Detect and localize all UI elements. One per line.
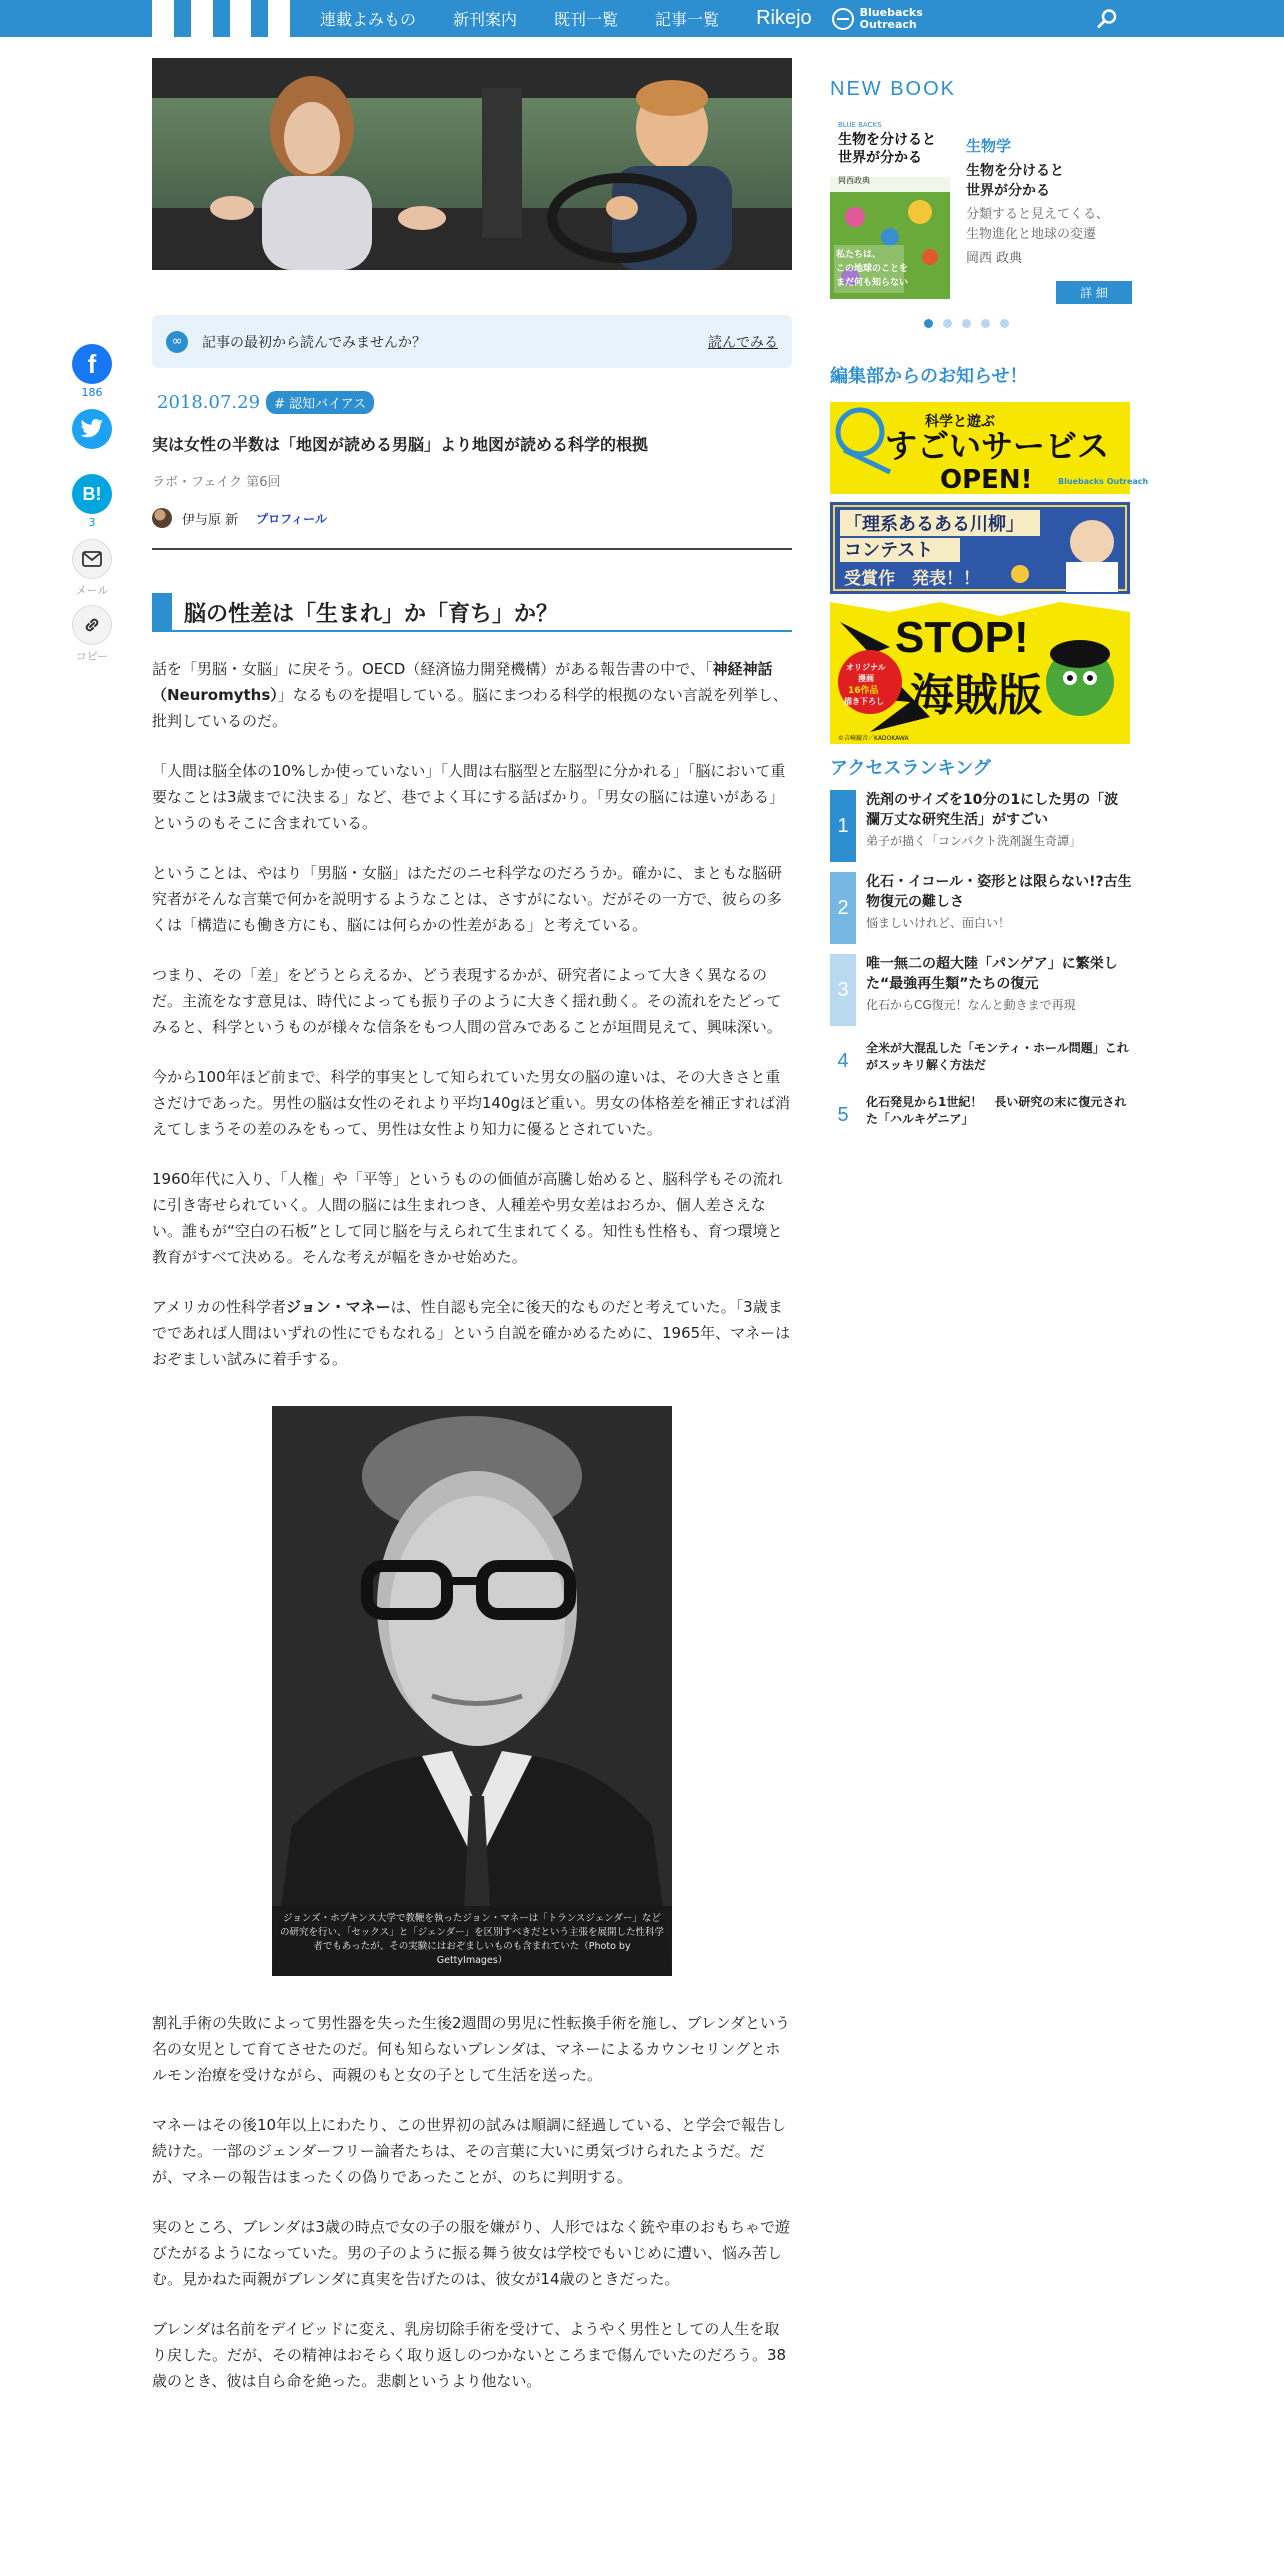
ranking-title: 全米が大混乱した「モンティ・ホール問題」これがスッキリ解く方法だ <box>866 1041 1129 1072</box>
paragraph-11: ブレンダは名前をデイビッドに変え、乳房切除手術を受けて、ようやく男性としての人生を取り戻した。だが、その精神はおそらく取り返しのつかないところまで傷んでいたのだろう。38歳のとき、彼は自ら命を絶った。悲劇というより他ない。 <box>152 2320 787 2390</box>
article-series[interactable]: ラボ・フェイク 第6回 <box>152 475 281 490</box>
ranking-subtitle: 化石からCG復元！なんと動きまで再現 <box>866 998 1076 1012</box>
paragraph-5: 今から100年ほど前まで、科学的事実として知られていた男女の脳の違いは、その大きさと重さだけであった。男性の脳は女性のそれより平均140gほど重い。男女の体格差を補正すれば消えてしまうその差のみをもって、男性は女性より知力に優るとされていた。 <box>152 1068 791 1138</box>
divider <box>152 548 792 550</box>
facebook-share-button[interactable] <box>72 344 112 384</box>
banner1-big: すごいサービス <box>885 427 1110 465</box>
ranking-number: 1 <box>830 790 856 862</box>
ranking-number: 3 <box>830 954 856 1026</box>
ranking-number: 2 <box>830 872 856 944</box>
heading-bar <box>152 593 172 631</box>
john-money-name: ジョン・マネー <box>285 1298 391 1316</box>
cover-note-1: 私たちは、 <box>836 250 882 260</box>
banner1-open: OPEN! <box>940 465 1033 495</box>
photo-caption: ジョンズ・ホプキンス大学で教鞭を執ったジョン・マネーは「トランスジェンダー」などの研究を行い、「セックス」と「ジェンダー」を区別すべきだという主張を展開した性科学者でもあったが、その実験にはおぞましいものも含まれていた（Photo by GettyImages） <box>272 1906 672 1976</box>
article-title: 実は女性の半数は「地図が読める男脳」より地図が読める科学的根拠 <box>152 435 649 454</box>
ranking-list <box>830 790 1132 1136</box>
carousel-dot-5[interactable] <box>1000 319 1009 328</box>
banner3-badge4: 描き下ろし <box>844 697 884 706</box>
ranking-heading: アクセスランキング <box>830 758 991 779</box>
search-icon[interactable] <box>1097 8 1118 29</box>
paragraph-7: アメリカの性科学者ジョン・マネーは、性自認も完全に後天的なものだと考えていた。「3歳までであれば人間はいずれの性にでもなれる」という自説を確かめるために、1965年、マネーはおぞましい試みに着手する。 <box>152 1298 791 1368</box>
paragraph-1: 話を「男脳・女脳」に戻そう。OECD（経済協力開発機構）がある報告書の中で、「神経神話（Neuromyths）」なるものを提唱している。脳にまつわる科学的根拠のない言説を列挙し、批判しているのだ。 <box>152 660 788 730</box>
link-icon <box>82 615 102 635</box>
article-meta <box>152 391 792 414</box>
ranking-title: 唯一無二の超大陸「パンゲア」に繁栄した“最強再生類”たちの復元 <box>866 956 1118 992</box>
hero-image <box>152 58 792 270</box>
book-cover[interactable] <box>830 117 950 299</box>
share-column <box>70 344 114 671</box>
tag-cognitive-bias[interactable]: # 認知バイアス <box>266 391 374 414</box>
banner3-stop: STOP! <box>895 613 1029 662</box>
outreach-line2: Outreach <box>859 17 917 31</box>
ranking-title: 化石発見から1世紀！ 長い研究の末に復元された「ハルキゲニア」 <box>866 1095 1127 1126</box>
cover-title-1: 生物を分けると <box>838 132 936 148</box>
john-money-photo <box>272 1406 672 1976</box>
new-book-heading: NEW BOOK <box>830 78 957 100</box>
facebook-icon: f <box>87 348 97 379</box>
ranking-item-1[interactable] <box>830 790 1132 862</box>
book-genre: 生物学 <box>966 137 1012 155</box>
banner1-brand: Bluebacks Outreach <box>1058 477 1149 486</box>
article-date: 2018.07.29 <box>157 392 261 413</box>
banner2-line1: 「理系あるある川柳」 <box>844 514 1024 535</box>
neuromyths-term: 神経神話（Neuromyths） <box>152 660 773 704</box>
banner2-line3: 受賞作 発表！！ <box>844 569 980 589</box>
banner3-badge3: 16作品 <box>848 686 879 696</box>
carousel-dot-1[interactable] <box>924 319 933 328</box>
paragraph-4: つまり、その「差」をどうとらえるか、どう表現するかが、研究者によって大きく異なるのだ。主流をなす意見は、時代によっても振り子のように大きく揺れ動く。その流れをたどってみると、科学というものが様々な信条をもつ人間の営みであることが垣間見えて、興味深い。 <box>152 966 782 1036</box>
ranking-item-5[interactable] <box>830 1094 1132 1136</box>
nav-bluebacks-outreach[interactable] <box>832 7 923 31</box>
paragraph-9: マネーはその後10年以上にわたり、この世界初の試みは順調に経過している、と学会で報告し続けた。一部のジェンダーフリー論者たちは、その言葉に大いに勇気づけられたようだ。だが、マネーの報告はまったくの偽りであったことが、のちに判明する。 <box>152 2116 787 2186</box>
banner3-footer: ©吉崎観音／KADOKAWA <box>838 735 909 742</box>
carousel-dot-2[interactable] <box>943 319 952 328</box>
cover-note-2: この地球のことを <box>836 264 909 274</box>
mail-icon <box>82 551 102 567</box>
infinity-icon: ∞ <box>166 331 188 353</box>
nav-rikejo[interactable]: Rikejo <box>756 7 812 29</box>
book-subtitle: 分類すると見えてくる、 生物進化と地球の変遷 <box>966 207 1110 242</box>
outreach-line1: Bluebacks <box>859 5 923 19</box>
twitter-share-button[interactable] <box>72 409 112 449</box>
book-title[interactable]: 生物を分けると 世界が分かる <box>966 163 1064 199</box>
global-nav <box>320 0 923 37</box>
twitter-spacer <box>70 451 114 464</box>
twitter-icon <box>80 419 104 439</box>
carousel-dots <box>800 319 1132 328</box>
ranking-subtitle: 弟子が描く「コンパクト洗剤誕生奇譚」 <box>866 834 1082 848</box>
portrait-image <box>272 1406 672 1976</box>
mail-share-button[interactable] <box>72 539 112 579</box>
paragraph-6: 1960年代に入り、「人権」や「平等」というものの価値が高騰し始めると、脳科学もその流れに引き寄せられていく。人間の脳には生まれつき、人種差や男女差はおろか、個人差さえない。誰もが“空白の石板”として同じ脳を与えられて生まれてくる。知性も性格も、育つ環境と教育がすべて決める。そんな考えが幅をきかせ始めた。 <box>152 1170 783 1266</box>
outreach-logo-icon <box>832 8 854 30</box>
book-detail-button[interactable]: 詳 細 <box>1056 281 1132 304</box>
paragraph-10: 実のところ、ブレンダは3歳の時点で女の子の服を嫌がり、人形ではなく銃や車のおもちゃで遊びたがるようになっていた。男の子のように振る舞う彼女は学校でもいじめに遭い、悩み苦しむ。見かねた両親がブレンダに真実を告げたのは、彼女が14歳のときだった。 <box>152 2218 790 2288</box>
site-header <box>0 0 1284 37</box>
banner3-badge2: 漫画 <box>858 674 874 683</box>
nav-serial[interactable]: 連載よみもの <box>320 10 417 29</box>
author-name: 伊与原 新 <box>182 512 239 528</box>
read-from-start-link[interactable]: 読んでみる <box>708 334 778 351</box>
ranking-item-4[interactable] <box>830 1040 1132 1082</box>
paragraph-8: 割礼手術の失敗によって男性器を失った生後2週間の男児に性転換手術を施し、ブレンダという名の女児として育てさせたのだ。何も知らないブレンダは、マネーによるカウンセリングとホルモン治療を受けながら、両親のもと女の子として生活を送った。 <box>152 2014 790 2084</box>
cover-title-2: 世界が分かる <box>838 150 922 166</box>
section-heading <box>152 594 792 632</box>
outreach-open-banner[interactable] <box>830 402 1149 495</box>
stop-piracy-banner[interactable] <box>830 602 1130 744</box>
new-book-card <box>830 117 1132 307</box>
mail-label: メール <box>75 584 109 597</box>
carousel-dot-4[interactable] <box>981 319 990 328</box>
nav-new-releases[interactable]: 新刊案内 <box>453 10 518 29</box>
section-heading-text: 脳の性差は「生まれ」か「育ち」か？ <box>184 601 559 627</box>
banner2-line2: コンテスト <box>844 540 934 561</box>
ranking-item-2[interactable] <box>830 872 1132 944</box>
author-block <box>152 508 792 528</box>
facebook-count: 186 <box>81 386 103 399</box>
ranking-title: 洗剤のサイズを10分の1にした男の「波瀾万丈な研究生活」がすごい <box>866 792 1119 828</box>
read-from-start-box <box>152 315 792 368</box>
hatena-icon: B! <box>82 483 102 504</box>
carousel-dot-3[interactable] <box>962 319 971 328</box>
ranking-title: 化石・イコール・姿形とは限らない!?古生物復元の難しさ <box>866 874 1132 910</box>
ranking-number: 5 <box>837 1103 849 1126</box>
nav-back-catalog[interactable]: 既刊一覧 <box>554 10 619 29</box>
cover-note-3: まだ何も知らない <box>836 278 909 288</box>
ranking-subtitle: 悩ましいけれど、面白い！ <box>866 916 1011 930</box>
banner3-badge1: オリジナル <box>846 663 886 672</box>
senryu-contest-banner[interactable] <box>830 502 1130 594</box>
ranking-item-3[interactable] <box>830 954 1132 1026</box>
copy-link-button[interactable] <box>72 605 112 645</box>
read-from-start-prompt: 記事の最初から読んでみませんか？ <box>202 334 426 351</box>
banner3-kaizoku: 海賊版 <box>910 670 1042 721</box>
paragraph-3: ということは、やはり「男脳・女脳」はただのニセ科学なのだろうか。確かに、まともな脳研究者がそんな言葉で何かを説明するようなことは、さすがにない。だがその一方で、彼らの多くは「構造にも働き方にも、脳には何らかの性差がある」と考えている。 <box>152 864 783 934</box>
book-author: 岡西 政典 <box>966 251 1023 266</box>
banner1-small: 科学と遊ぶ <box>925 414 995 430</box>
article-main <box>152 58 792 2394</box>
cover-author: 岡西政典 <box>838 176 870 185</box>
hatena-share-button[interactable] <box>72 474 112 514</box>
notice-heading: 編集部からのお知らせ！ <box>830 366 1028 387</box>
profile-link[interactable]: プロフィール <box>256 511 327 526</box>
site-logo[interactable] <box>152 0 290 37</box>
copy-label: コピー <box>75 650 109 663</box>
sidebar <box>830 58 1149 1136</box>
author-avatar <box>152 508 172 528</box>
paragraph-2: 「人間は脳全体の10%しか使っていない」「人間は右脳型と左脳型に分かれる」「脳において重要なことは3歳までに決まる」など、巷でよく耳にする話ばかり。「男女の脳には違いがある」というのもそこに含まれている。 <box>152 762 786 832</box>
cover-series: BLUE BACKS <box>838 121 882 129</box>
hatena-count: 3 <box>88 516 96 529</box>
ranking-number: 4 <box>837 1049 849 1072</box>
nav-article-list[interactable]: 記事一覧 <box>655 10 720 29</box>
